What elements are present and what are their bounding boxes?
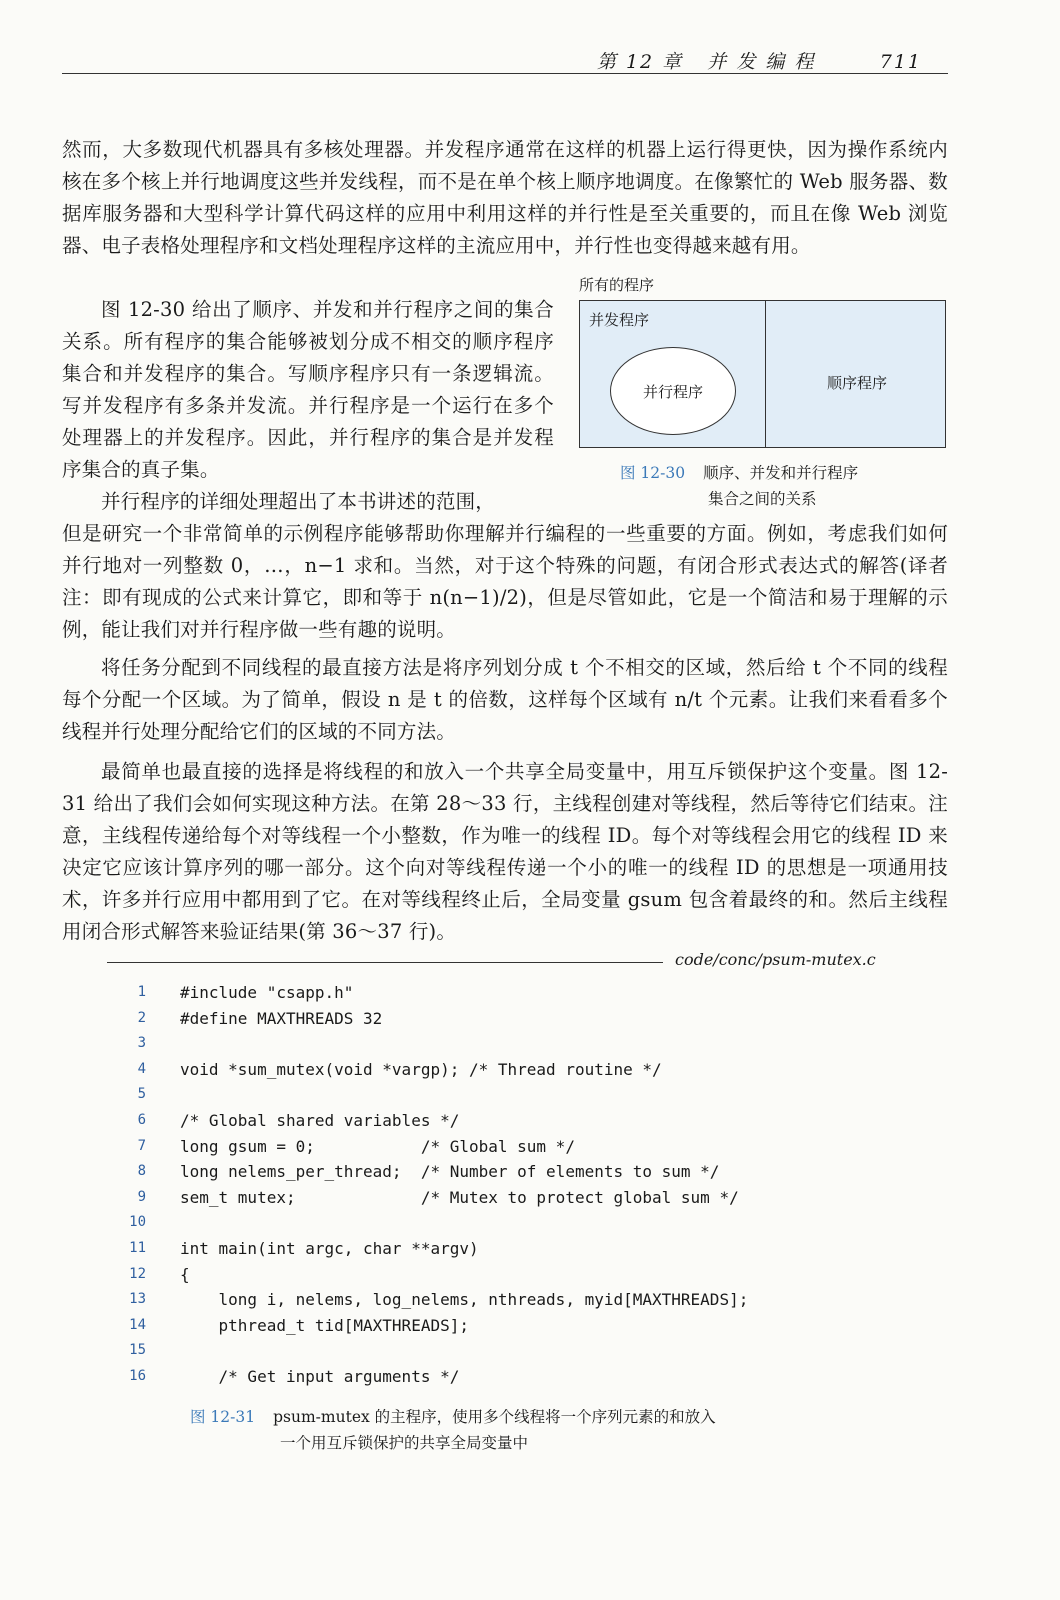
figure-12-31-number: 图 12-31 xyxy=(190,1408,256,1426)
line-number: 1 xyxy=(137,984,146,1000)
code-line xyxy=(118,1313,878,1339)
line-number: 14 xyxy=(129,1316,146,1333)
code-text: /* Get input arguments */ xyxy=(180,1366,460,1386)
figure-12-30-caption-line2: 集合之间的关系 xyxy=(708,490,817,508)
code-rule xyxy=(107,962,663,963)
line-number: 13 xyxy=(129,1291,146,1308)
parallel-programs-ellipse xyxy=(610,347,736,435)
code-text: long nelems_per_thread; /* Number of elements to sum */ xyxy=(180,1162,720,1182)
code-line xyxy=(118,1236,878,1262)
code-text: { xyxy=(180,1264,190,1284)
line-number: 15 xyxy=(129,1342,146,1359)
code-line xyxy=(118,1006,878,1032)
code-text: /* Global shared variables */ xyxy=(180,1110,460,1130)
figure-12-31-caption xyxy=(190,1404,716,1456)
code-text: long i, nelems, log_nelems, nthreads, myid[MAXTHREADS]; xyxy=(180,1290,749,1310)
code-text: int main(int argc, char **argv) xyxy=(180,1238,479,1258)
concurrent-programs-region xyxy=(580,301,766,447)
code-line xyxy=(118,1210,878,1236)
paragraph-3: 但是研究一个非常简单的示例程序能够帮助你理解并行编程的一些重要的方面。例如，考虑我们如何并行地对一列整数 0，…，n−1 求和。当然，对于这个特殊的问题，有闭合形式表达式的解答(译者注：即有现成的公式来计算它，即和等于 n(n−1)/2)，但是尽管如此，它是一个简洁和易于理解的示例，能让我们对并行程序做一些有趣的说明。 xyxy=(62,522,948,641)
code-text: sem_t mutex; /* Mutex to protect global sum */ xyxy=(180,1187,739,1207)
figure-12-30-number: 图 12-30 xyxy=(620,464,686,482)
code-line xyxy=(118,1082,878,1108)
figure-12-30-caption-line1: 顺序、并发和并行程序 xyxy=(703,464,859,482)
code-line xyxy=(118,1108,878,1134)
figure-12-31-caption-line1: psum-mutex 的主程序，使用多个线程将一个序列元素的和放入 xyxy=(273,1408,716,1426)
code-listing xyxy=(118,980,878,1390)
code-line xyxy=(118,1287,878,1313)
line-number: 4 xyxy=(137,1060,146,1077)
line-number: 3 xyxy=(137,1035,146,1052)
concurrent-programs-label: 并发程序 xyxy=(589,311,650,329)
code-line xyxy=(118,1057,878,1083)
paragraph-4: 将任务分配到不同线程的最直接方法是将序列划分成 t 个不相交的区域，然后给 t 个不同的线程每个分配一个区域。为了简单，假设 n 是 t 的倍数，这样每个区域有 n/t 个元素。让我们来看看多个线程并行处理分配给它们的区域的不同方法。 xyxy=(62,656,948,743)
code-line xyxy=(118,1159,878,1185)
code-line xyxy=(118,1262,878,1288)
figure-12-31-caption-line2: 一个用互斥锁保护的共享全局变量中 xyxy=(280,1434,529,1452)
line-number: 5 xyxy=(137,1086,146,1103)
line-number: 10 xyxy=(129,1214,146,1231)
code-text: #define MAXTHREADS 32 xyxy=(180,1008,383,1028)
figure-12-30-caption xyxy=(620,460,858,512)
code-line xyxy=(118,1338,878,1364)
line-number: 12 xyxy=(129,1265,146,1282)
sequential-programs-label: 顺序程序 xyxy=(827,374,888,392)
paragraph-5: 最简单也最直接的选择是将线程的和放入一个共享全局变量中，用互斥锁保护这个变量。图 12-31 给出了我们会如何实现这种方法。在第 28～33 行，主线程创建对等线程，然后等待它们结束。注意，主线程传递给每个对等线程一个小整数，作为唯一的线程 ID。每个对等线程会用它的线程 ID 来决定它应该计算序列的哪一部分。这个向对等线程传递一个小的唯一的线程 ID 的思想是一项通用技术，许多并行应用中都用到了它。在对等线程终止后，全局变量 gsum 包含着最终的和。然后主线程用闭合形式解答来验证结果(第 36～37 行)。 xyxy=(62,760,948,943)
code-text: #include "csapp.h" xyxy=(180,983,354,1002)
code-line xyxy=(118,980,878,1006)
line-number: 7 xyxy=(137,1137,146,1154)
running-header xyxy=(62,45,948,74)
line-number: 16 xyxy=(129,1367,146,1384)
code-text: pthread_t tid[MAXTHREADS]; xyxy=(180,1315,469,1335)
code-text: long gsum = 0; /* Global sum */ xyxy=(180,1136,575,1156)
code-file-path: code/conc/psum-mutex.c xyxy=(675,950,876,969)
paragraph-2: 图 12-30 给出了顺序、并发和并行程序之间的集合关系。所有程序的集合能够被划分成不相交的顺序程序集合和并发程序的集合。写顺序程序只有一条逻辑流。写并发程序有多条并发流。并行程序是一个运行在多个处理器上的并发程序。因此，并行程序的集合是并发程序集合的真子集。 xyxy=(62,298,554,481)
parallel-programs-label: 并行程序 xyxy=(642,382,703,401)
venn-diagram xyxy=(579,300,946,448)
code-text: void *sum_mutex(void *vargp); /* Thread routine */ xyxy=(180,1059,662,1079)
line-number: 11 xyxy=(129,1239,146,1256)
line-number: 9 xyxy=(137,1188,146,1205)
paragraph-1: 然而，大多数现代机器具有多核处理器。并发程序通常在这样的机器上运行得更快，因为操作系统内核在多个核上并行地调度这些并发线程，而不是在单个核上顺序地调度。在像繁忙的 Web 服务器、数据库服务器和大型科学计算代码这样的应用中利用这样的并行性是至关重要的，而且在像 Web 浏览器、电子表格处理程序和文档处理程序这样的主流应用中，并行性也变得越来越有用。 xyxy=(62,138,948,257)
code-line xyxy=(118,1134,878,1160)
code-line xyxy=(118,1185,878,1211)
code-line xyxy=(118,1364,878,1390)
paragraph-3-start: 并行程序的详细处理超出了本书讲述的范围， xyxy=(101,490,496,513)
line-number: 6 xyxy=(137,1111,146,1128)
figure-12-30-title: 所有的程序 xyxy=(579,276,655,294)
header-text: 第 12 章 并 发 编 程 711 xyxy=(596,51,922,73)
line-number: 8 xyxy=(137,1163,146,1180)
code-line xyxy=(118,1031,878,1057)
line-number: 2 xyxy=(137,1009,146,1026)
